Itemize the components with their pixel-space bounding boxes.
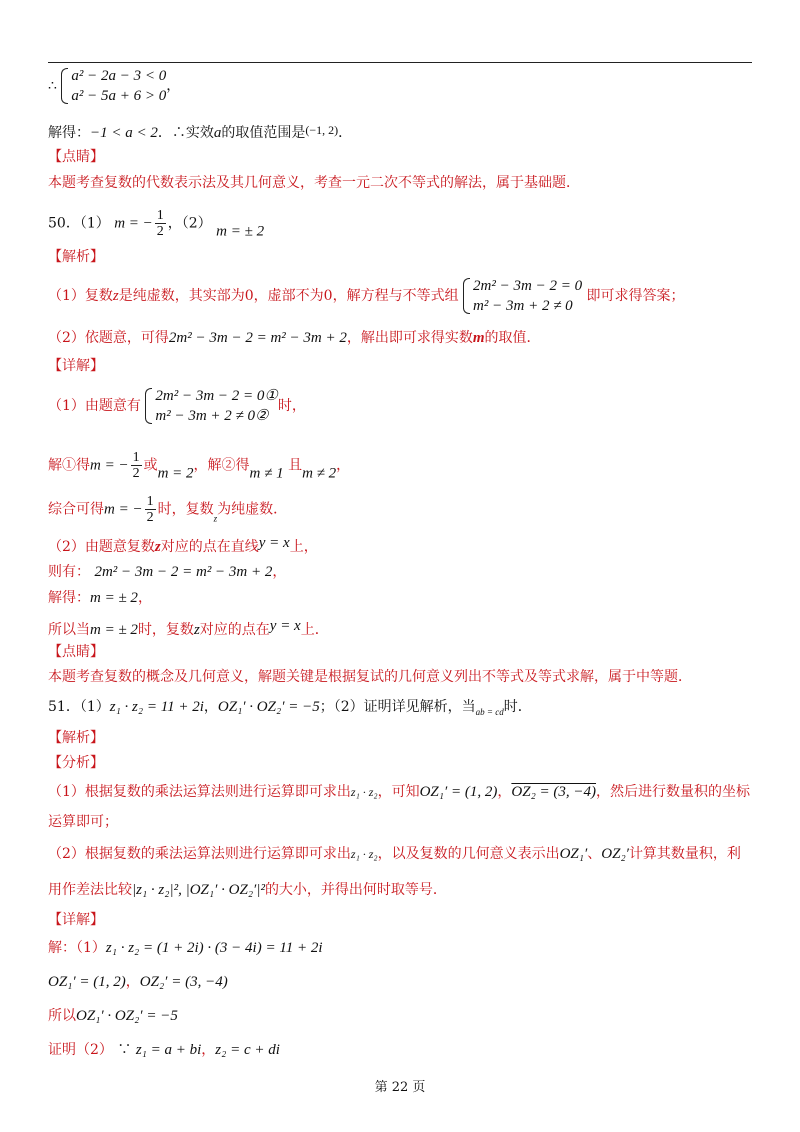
detail-6-50: 解得：m = ± 2， [48,590,152,606]
detail-2-51: OZ₁′ = (1, 2)，OZ₂′ = (3, −4) [48,974,228,990]
inequality-system-49: a² − 2a − 3 < 0 a² − 5a + 6 > 0 [61,66,166,106]
detail-5-50: 则有： 2m² − 3m − 2 = m² − 3m + 2， [48,564,287,580]
therefore-symbol: ∴ [48,78,57,94]
tag-dianjing-49: 【点睛】 [48,149,104,165]
equation-system-50a: 2m² − 3m − 2 = 0 m² − 3m + 2 ≠ 0 [463,276,582,316]
page-number: 第 22 页 [374,1080,426,1095]
tag-fenxi-51: 【分析】 [48,755,104,771]
answer-line-50: 50．（1） m = − $\frac{1}{2}$ ，（2） m = ± 2 [48,208,265,240]
equation-system-50b: 2m² − 3m − 2 = 0① m² − 3m + 2 ≠ 0② [145,386,277,426]
fraction: $\frac{1}{2}$ [156,208,164,239]
detail-4-51: 证明（2） ∵ z₁ = a + bi，z₂ = c + di [48,1042,280,1058]
answer-line-51: 51．（1）z₁ · z₂ = 11 + 2i，OZ₁′ · OZ₂′ = −5；（2）证明详见解析，当$_{ab = cd}$时． [48,699,532,717]
tag-xiangjie-51: 【详解】 [48,912,104,928]
tag-jiexi-50: 【解析】 [48,249,104,265]
header-rule [48,62,752,63]
detail-3-51: 所以OZ₁′ · OZ₂′ = −5 [48,1008,178,1024]
note-49: 本题考查复数的代数表示法及其几何意义，考查一元二次不等式的解法，属于基础题． [48,175,580,191]
note-50: 本题考查复数的概念及几何意义，解题关键是根据复试的几何意义列出不等式及等式求解，属于中等题． [48,669,692,685]
detail-3-50: 综合可得m = − $\frac{1}{2}$ 时，复数$_z$为纯虚数． [48,494,288,525]
analysis-2-50: （2）依题意，可得2m² − 3m − 2 = m² − 3m + 2，解出即可求得实数m的取值． [48,330,541,346]
detail-1-50: （1）由题意有 2m² − 3m − 2 = 0① m² − 3m + 2 ≠ 0② 时， [48,388,306,424]
detail-2-50: 解①得m = − $\frac{1}{2}$ 或m = 2，解②得m ≠ 1 且m ≠ 2， [48,450,351,482]
analysis-1-51: （1）根据复数的乘法运算法则进行运算即可求出z₁ · z₂，可知OZ₁′ = (1, 2)，OZ₂ = (3, −4)，然后进行数量积的坐标 [48,784,751,800]
fraction: $\frac{1}{2}$ [146,494,154,525]
tag-dianjing-50: 【点睛】 [48,644,104,660]
tag-jiexi-51: 【解析】 [48,730,104,746]
analysis-1b-51: 运算即可； [48,814,118,830]
detail-1-51: 解：（1）z₁ · z₂ = (1 + 2i) · (3 − 4i) = 11 + 2i [48,940,323,956]
system-line-49: ∴ a² − 2a − 3 < 0 a² − 5a + 6 > 0 ， [48,68,181,104]
fraction: $\frac{1}{2}$ [132,450,140,481]
solution-line-49: 解得：−1 < a < 2．∴实效a的取值范围是(−1, 2)． [48,123,353,141]
detail-4-50: （2）由题意复数z对应的点在直线y = x上， [48,535,318,555]
tag-xiangjie-50: 【详解】 [48,358,104,374]
analysis-2b-51: 用作差法比较|z₁ · z₂|², |OZ₁′ · OZ₂′|²的大小，并得出何时取等号． [48,882,447,898]
analysis-2-51: （2）根据复数的乘法运算法则进行运算即可求出z₁ · z₂，以及复数的几何意义表示出OZ₁′、OZ₂′计算其数量积，利 [48,846,741,862]
analysis-1-50: （1）复数z是纯虚数，其实部为0，虚部不为0，解方程与不等式组 2m² − 3m − 2 = 0 m² − 3m + 2 ≠ 0 即可求得答案； [48,278,685,314]
detail-7-50: 所以当m = ± 2时，复数z对应的点在y = x上． [48,618,329,638]
